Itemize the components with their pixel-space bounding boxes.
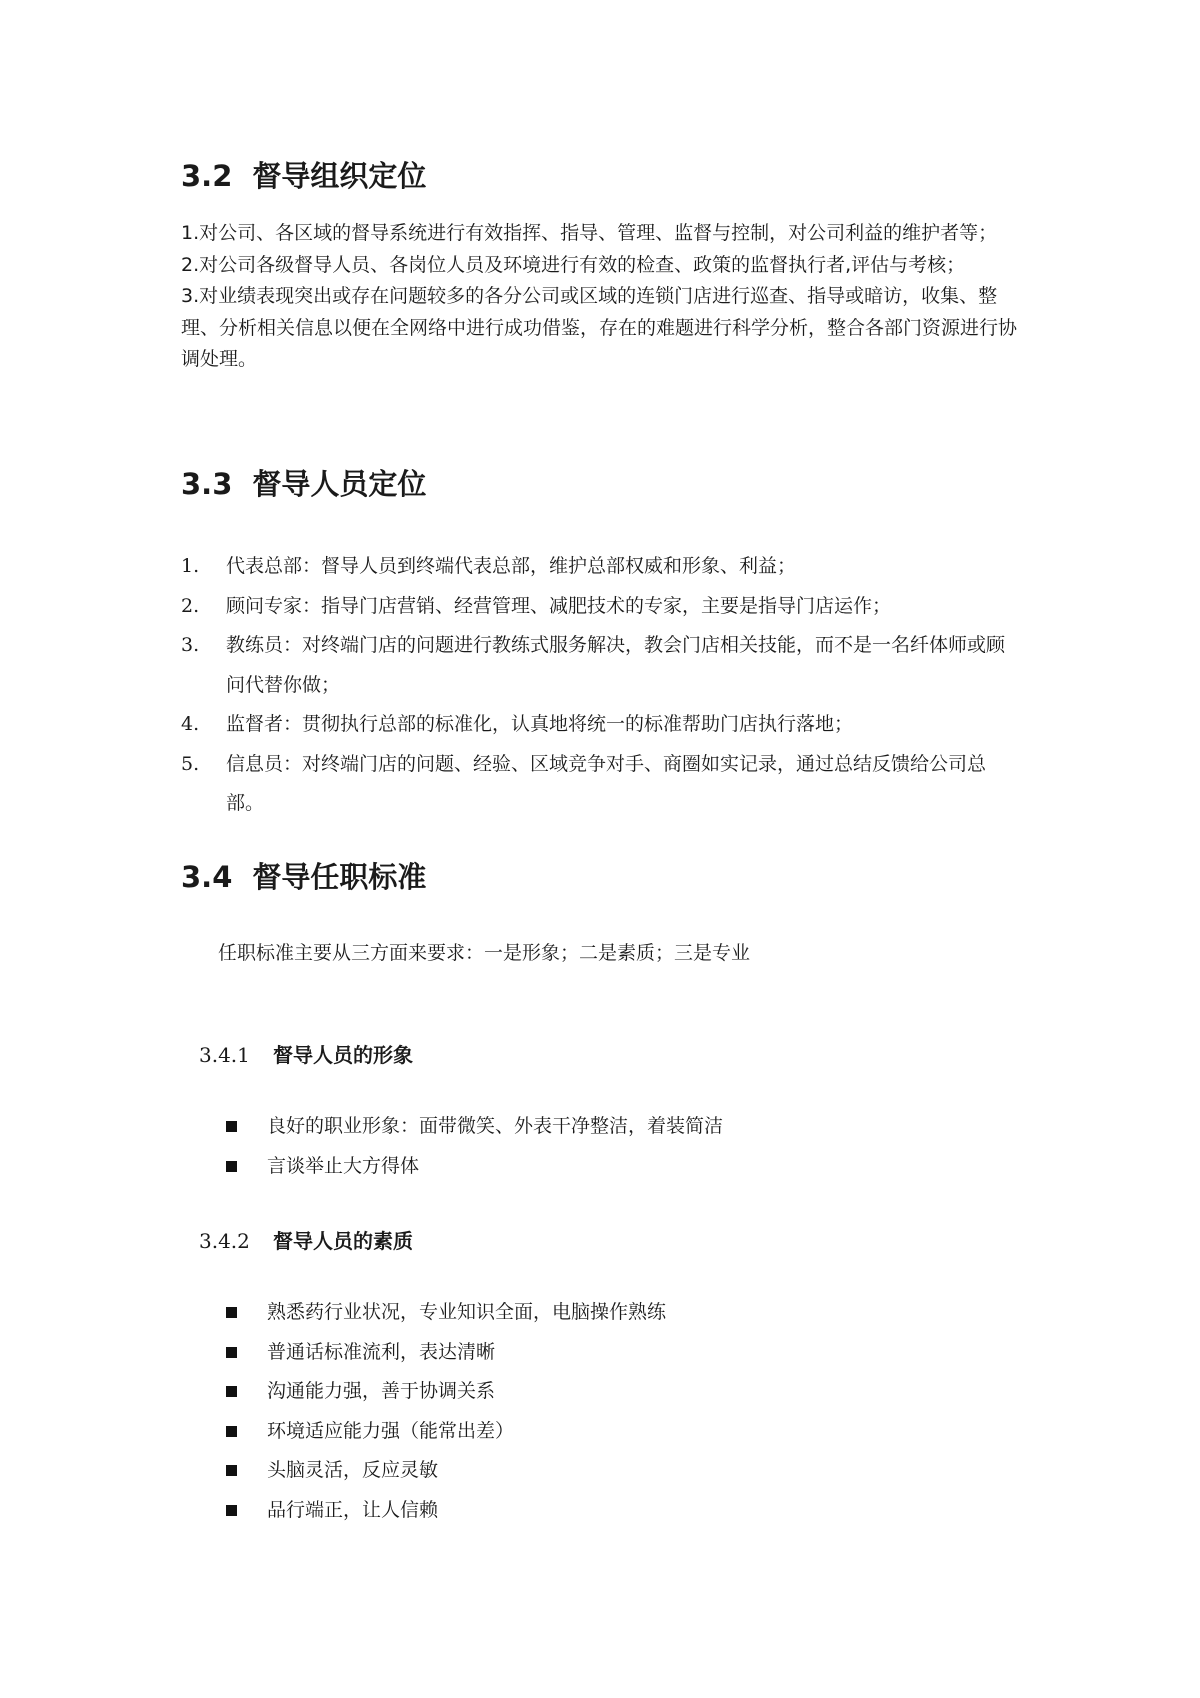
list-number: 3.	[181, 634, 200, 656]
list-text: 顾问专家：指导门店营销、经营管理、减肥技术的专家，主要是指导门店运作；	[226, 594, 892, 617]
square-bullet-icon	[226, 1347, 237, 1358]
square-bullet-icon	[226, 1307, 237, 1318]
bullet-item	[226, 1333, 666, 1373]
subsection-title: 督导人员的形象	[273, 1043, 413, 1067]
section-number: 3.3	[181, 467, 233, 501]
section-number: 3.4	[181, 860, 233, 894]
list-number: 4.	[181, 713, 200, 735]
subsection-3-4-1-heading	[199, 1040, 413, 1070]
subsection-3-4-2-heading	[199, 1226, 413, 1256]
section-3-2-heading	[181, 158, 426, 194]
section-3-4-heading	[181, 859, 426, 895]
square-bullet-icon	[226, 1505, 237, 1516]
list-item	[181, 547, 1021, 587]
subsection-title: 督导人员的素质	[273, 1229, 413, 1253]
bullet-item	[226, 1107, 723, 1147]
subsection-3-4-1-list	[226, 1107, 723, 1186]
bullet-item	[226, 1147, 723, 1187]
list-item	[181, 745, 1021, 824]
section-3-2-body	[181, 218, 1021, 376]
subsection-3-4-2-list	[226, 1293, 666, 1530]
list-number: 1.	[181, 555, 200, 577]
paragraph: 1.对公司、各区域的督导系统进行有效指挥、指导、管理、监督与控制，对公司利益的维护者等；	[181, 222, 998, 244]
square-bullet-icon	[226, 1386, 237, 1397]
subsection-number: 3.4.1	[199, 1043, 250, 1067]
section-3-3-list	[181, 547, 1021, 824]
bullet-item	[226, 1372, 666, 1412]
bullet-text: 沟通能力强，善于协调关系	[267, 1380, 496, 1402]
paragraph: 3.对业绩表现突出或存在问题较多的各分公司或区域的连锁门店进行巡查、指导或暗访，收集、整理、分析相关信息以便在全网络中进行成功借鉴，存在的难题进行科学分析，整合各部门资源进行协调处理。	[181, 285, 1018, 370]
bullet-text: 良好的职业形象：面带微笑、外表干净整洁，着装简洁	[267, 1115, 724, 1137]
list-number: 5.	[181, 752, 200, 775]
square-bullet-icon	[226, 1465, 237, 1476]
section-3-3-heading	[181, 466, 426, 502]
section-3-4-intro: 任职标准主要从三方面来要求：一是形象；二是素质；三是专业	[218, 942, 751, 964]
bullet-item	[226, 1412, 666, 1452]
list-item	[181, 626, 1021, 705]
bullet-text: 头脑灵活，反应灵敏	[267, 1459, 439, 1481]
bullet-item	[226, 1491, 666, 1531]
bullet-text: 言谈举止大方得体	[267, 1154, 420, 1177]
bullet-item	[226, 1293, 666, 1333]
bullet-text: 熟悉药行业状况，专业知识全面，电脑操作熟练	[267, 1301, 667, 1323]
bullet-text: 普通话标准流利，表达清晰	[267, 1340, 496, 1363]
section-title: 督导组织定位	[252, 159, 427, 193]
list-item	[181, 705, 1021, 745]
bullet-item	[226, 1451, 666, 1491]
bullet-text: 环境适应能力强（能常出差）	[267, 1419, 515, 1442]
section-title: 督导任职标准	[252, 860, 427, 894]
paragraph: 2.对公司各级督导人员、各岗位人员及环境进行有效的检查、政策的监督执行者,评估与考核；	[181, 253, 966, 276]
bullet-text: 品行端正，让人信赖	[267, 1498, 439, 1521]
list-text: 教练员：对终端门店的问题进行教练式服务解决，教会门店相关技能，而不是一名纤体师或顾问代替你做；	[226, 634, 1006, 696]
square-bullet-icon	[226, 1121, 237, 1132]
subsection-number: 3.4.2	[199, 1229, 250, 1253]
square-bullet-icon	[226, 1161, 237, 1172]
list-number: 2.	[181, 594, 200, 617]
square-bullet-icon	[226, 1426, 237, 1437]
list-text: 信息员：对终端门店的问题、经验、区域竞争对手、商圈如实记录，通过总结反馈给公司总部。	[226, 752, 987, 814]
section-title: 督导人员定位	[252, 467, 427, 501]
list-text: 监督者：贯彻执行总部的标准化，认真地将统一的标准帮助门店执行落地；	[226, 713, 854, 735]
section-number: 3.2	[181, 159, 233, 193]
list-text: 代表总部：督导人员到终端代表总部，维护总部权威和形象、利益；	[226, 555, 797, 577]
list-item	[181, 587, 1021, 627]
